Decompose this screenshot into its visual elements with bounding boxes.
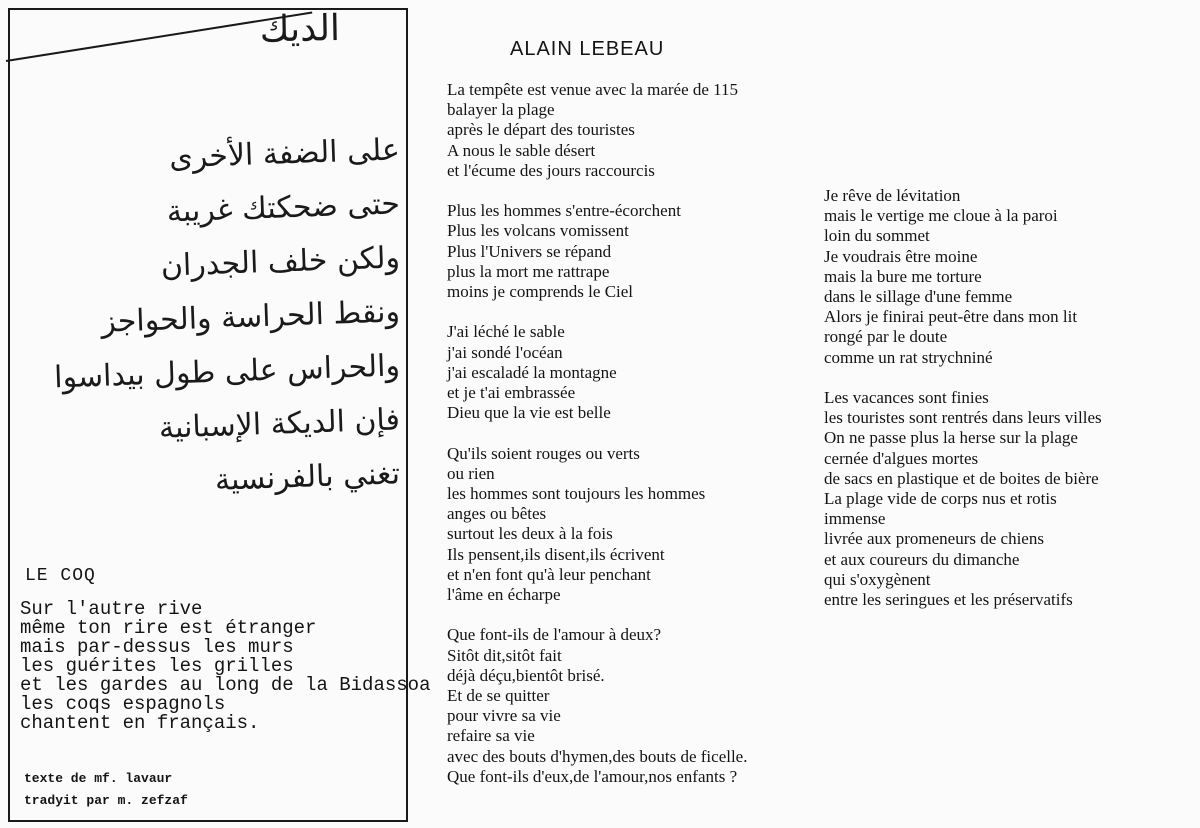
verse-line: entre les seringues et les préservatifs xyxy=(824,590,1073,610)
verse-line: cernée d'algues mortes xyxy=(824,448,979,468)
verse-line: Que font-ils d'eux,de l'amour,nos enfants ? xyxy=(447,766,738,786)
verse-line: j'ai sondé l'océan xyxy=(447,342,563,362)
stanza xyxy=(447,322,747,423)
verse-line: La plage vide de corps nus et rotis xyxy=(824,489,1057,509)
verse-line: Plus les volcans vomissent xyxy=(447,221,629,241)
title-hook-stroke xyxy=(8,12,10,60)
verse-line: comme un rat strychniné xyxy=(824,347,993,367)
verse-line: moins je comprends le Ciel xyxy=(447,282,634,302)
verse-line: loin du sommet xyxy=(824,226,930,246)
verse-line: Alors je finirai peut-être dans mon lit xyxy=(824,307,1078,327)
verse-line: mais la bure me torture xyxy=(824,266,982,286)
credits xyxy=(24,768,188,812)
verse-line: les touristes sont rentrés dans leurs villes xyxy=(824,408,1102,428)
stanza xyxy=(447,625,747,787)
stanza xyxy=(824,388,1102,610)
verse-line: dans le sillage d'une femme xyxy=(824,287,1013,307)
verse-line: J'ai léché le sable xyxy=(447,322,565,342)
arabic-line: والحراس على طول بيداسوا xyxy=(53,348,401,396)
verse-line: On ne passe plus la herse sur la plage xyxy=(824,428,1078,448)
arabic-line: فإن الديكة الإسبانية xyxy=(158,402,401,446)
arabic-line: تغني بالفرنسية xyxy=(214,456,401,498)
verse-line: Les vacances sont finies xyxy=(824,388,989,408)
verse-line: déjà déçu,bientôt brisé. xyxy=(447,665,605,685)
verse-line: de sacs en plastique et de boites de bière xyxy=(824,468,1099,488)
verse-line: après le départ des touristes xyxy=(447,120,635,140)
verse-line: surtout les deux à la fois xyxy=(447,524,613,544)
verse-line: immense xyxy=(824,509,886,529)
coq-line: les guérites les grilles xyxy=(20,655,294,677)
verse-line: j'ai escaladé la montagne xyxy=(447,362,617,382)
coq-line: Sur l'autre rive xyxy=(20,598,203,620)
coq-title: LE COQ xyxy=(25,566,96,586)
verse-line: qui s'oxygènent xyxy=(824,569,931,589)
stanza xyxy=(447,444,747,606)
verse-line: et je t'ai embrassée xyxy=(447,383,576,403)
verse-line: ou rien xyxy=(447,463,495,483)
stanza xyxy=(824,186,1102,368)
coq-poem xyxy=(20,600,430,733)
verse-line: avec des bouts d'hymen,des bouts de ficelle. xyxy=(447,746,748,766)
verse-line: refaire sa vie xyxy=(447,726,535,746)
verse-line: rongé par le doute xyxy=(824,327,948,347)
coq-line: mais par-dessus les murs xyxy=(20,636,294,658)
verse-line: pour vivre sa vie xyxy=(447,706,561,726)
credit-translator: tradyit par m. zefzaf xyxy=(24,793,188,808)
arabic-line: ونقط الحراسة والحواجز xyxy=(100,294,401,340)
stanza xyxy=(447,80,747,181)
verse-line: anges ou bêtes xyxy=(447,504,547,524)
poem-column-2 xyxy=(824,186,1102,610)
arabic-line: حتى ضحكتك غريبة xyxy=(166,186,401,230)
verse-line: livrée aux promeneurs de chiens xyxy=(824,529,1044,549)
stanza xyxy=(447,201,747,302)
poem-column-1 xyxy=(447,80,747,787)
arabic-line: ولكن خلف الجدران xyxy=(160,240,401,284)
verse-line: les hommes sont toujours les hommes xyxy=(447,484,706,504)
author-name: ALAIN LEBEAU xyxy=(510,38,665,60)
verse-line: La tempête est venue avec la marée de 115 xyxy=(447,80,739,99)
verse-line: Qu'ils soient rouges ou verts xyxy=(447,443,640,463)
verse-line: et aux coureurs du dimanche xyxy=(824,549,1020,569)
verse-line: Sitôt dit,sitôt fait xyxy=(447,645,562,665)
verse-line: balayer la plage xyxy=(447,100,555,120)
verse-line: Plus les hommes s'entre-écorchent xyxy=(447,201,681,221)
verse-line: plus la mort me rattrape xyxy=(447,261,610,281)
verse-line: A nous le sable désert xyxy=(447,140,596,160)
verse-line: Plus l'Univers se répand xyxy=(447,241,612,261)
coq-line: les coqs espagnols xyxy=(20,693,226,715)
verse-line: et n'en font qu'à leur penchant xyxy=(447,564,651,584)
verse-line: et l'écume des jours raccourcis xyxy=(447,160,655,180)
coq-line: chantent en français. xyxy=(20,712,260,734)
verse-line: Et de se quitter xyxy=(447,686,550,706)
arabic-poem xyxy=(20,130,400,508)
arabic-title: الديك xyxy=(259,7,341,51)
verse-line: Dieu que la vie est belle xyxy=(447,403,611,423)
credit-author: texte de mf. lavaur xyxy=(24,771,173,786)
arabic-line: على الضفة الأخرى xyxy=(168,132,401,176)
verse-line: Que font-ils de l'amour à deux? xyxy=(447,625,662,645)
verse-line: l'âme en écharpe xyxy=(447,585,561,605)
coq-line: et les gardes au long de la Bidassoa xyxy=(20,674,431,696)
verse-line: Je voudrais être moine xyxy=(824,246,978,266)
coq-line: même ton rire est étranger xyxy=(20,617,317,639)
verse-line: Je rêve de lévitation xyxy=(824,186,961,205)
verse-line: Ils pensent,ils disent,ils écrivent xyxy=(447,544,665,564)
verse-line: mais le vertige me cloue à la paroi xyxy=(824,206,1058,226)
